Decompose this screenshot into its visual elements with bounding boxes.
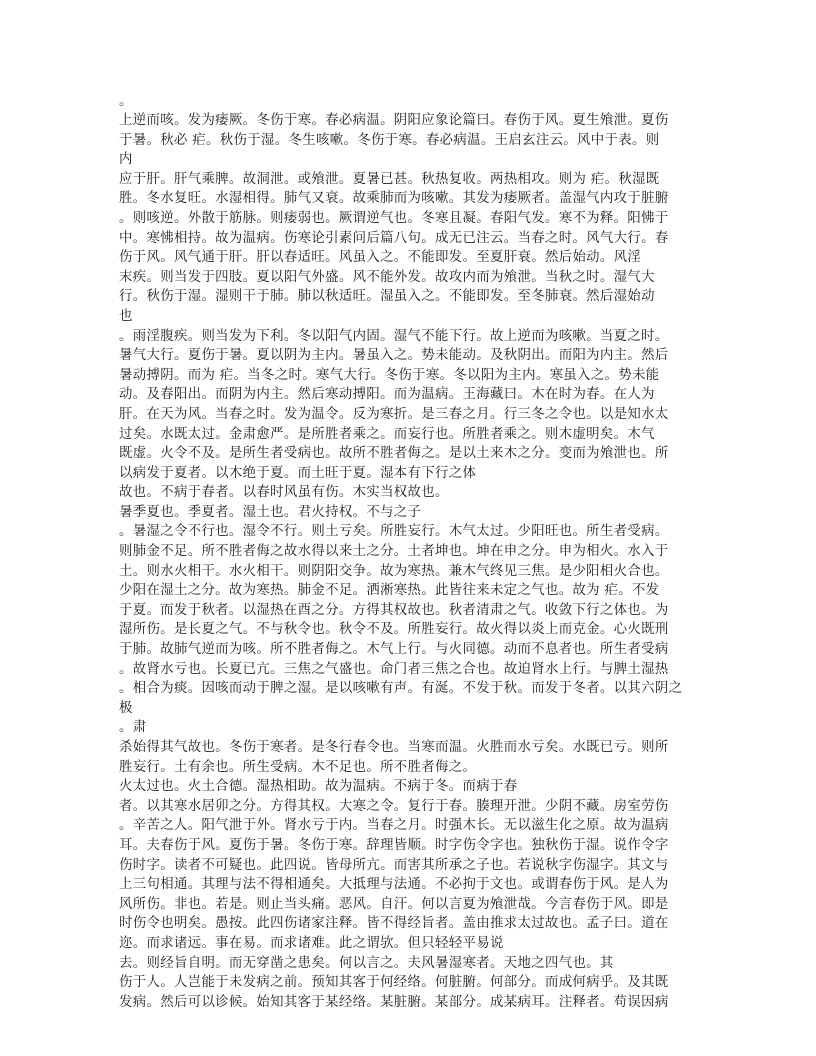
text-line: 。 xyxy=(119,94,133,109)
text-line: 。辛苦之人。阳气泄于外。肾水亏于内。当春之月。时强木长。无以滋生化之原。故为温病 xyxy=(119,818,669,834)
text-line: 火太过也。火土合德。湿热相助。故为温病。不病于冬。而病于春 xyxy=(119,779,518,795)
text-line: 湿所伤。是长夏之气。不与秋令也。秋令不及。所胜妄行。故火得以炎上而克金。心火既刑 xyxy=(119,622,669,638)
text-line: 上逆而咳。发为痿厥。冬伤于寒。春必病温。阴阳应象论篇曰。春伤于风。夏生飧泄。夏伤 xyxy=(119,113,669,128)
text-line: 末疾。则当发于四肢。夏以阳气外盛。风不能外发。故攻内而为飧泄。当秋之时。湿气大 xyxy=(119,269,655,285)
text-line: 动。及春阳出。而阴为内主。然后寒动搏阳。而为温病。王海藏曰。木在时为春。在人为 xyxy=(119,387,655,403)
text-line: 杀始得其气故也。冬伤于寒者。是冬行春令也。当寒而温。火胜而水亏矣。水既已亏。则所 xyxy=(119,740,669,755)
text-line: 去。则经旨自明。而无穿凿之患矣。何以言之。夫风暑湿寒者。天地之四气也。其 xyxy=(119,955,614,971)
text-line: 伤于风。风气通于肝。肝以春适旺。风虽入之。不能即发。至夏肝衰。然后始动。风淫 xyxy=(119,250,642,266)
text-line: 暑季夏也。季夏者。湿土也。君火持权。不与之子 xyxy=(119,504,422,520)
text-line: 。肃 xyxy=(119,720,147,736)
text-line: 以病发于夏者。以木绝于夏。而土旺于夏。湿本有下行之体 xyxy=(119,465,477,481)
text-line: 既虚。火令不及。是所生者受病也。故所不胜者侮之。是以土来木之分。变而为飧泄也。所 xyxy=(119,446,669,462)
text-line: 。故肾水亏也。长夏已亢。三焦之气盛也。命门者三焦之合也。故迫肾水上行。与脾土湿热 xyxy=(119,661,669,677)
text-line: 。暑湿之令不行也。湿令不行。则土亏矣。所胜妄行。木气太过。少阳旺也。所生者受病。 xyxy=(119,524,669,540)
text-line: 。雨淫腹疾。则当发为下利。冬以阳气内固。湿气不能下行。故上逆而为咳嗽。当夏之时。 xyxy=(119,328,669,344)
text-line: 则肺金不足。所不胜者侮之故水得以来土之分。土者坤也。坤在申之分。申为相火。水入于 xyxy=(119,544,669,560)
text-line: 者。以其寒水居卯之分。方得其权。大寒之令。复行于春。腠理开泄。少阴不藏。房室劳伤 xyxy=(119,798,669,814)
text-line: 。相合为痰。因咳而动于脾之湿。是以咳嗽有声。有涎。不发于秋。而发于冬者。以其六阴之 xyxy=(119,681,683,697)
text-line: 迩。而求诸远。事在易。而求诸难。此之谓欤。但只轻轻平易说 xyxy=(119,935,504,951)
text-line: 故也。不病于春者。以春时风虽有伤。木实当权故也。 xyxy=(119,485,449,501)
text-line: 应于肝。肝气乘脾。故洞泄。或飧泄。夏暑已甚。秋热复收。两热相攻。则为 疟。秋湿既 xyxy=(119,171,660,187)
text-line: 于肺。故肺气逆而为咳。所不胜者侮之。木气上行。与火同德。动而不息者也。所生者受病 xyxy=(119,642,669,658)
text-line: 胜妄行。土有余也。所生受病。木不足也。所不胜者侮之。 xyxy=(119,759,477,775)
text-line: 暑动搏阴。而为 疟。当冬之时。寒气大行。冬伤于寒。冬以阳为主内。寒虽入之。势未能 xyxy=(119,367,660,383)
text-line: 极 xyxy=(119,700,133,716)
text-line: 时伤令也明矣。愚按。此四伤诸家注释。皆不得经旨者。盖由推求太过故也。孟子曰。道在 xyxy=(119,916,669,932)
text-line: 于夏。而发于秋者。以湿热在酉之分。方得其权故也。秋者清肃之气。收敛下行之体也。为 xyxy=(119,602,669,618)
text-line: 伤于人。人岂能于未发病之前。预知其客于何经络。何脏腑。何部分。而成何病乎。及其既 xyxy=(119,975,669,991)
document-page xyxy=(119,92,709,1012)
text-line: 肝。在天为风。当春之时。发为温令。反为寒折。是三春之月。行三冬之令也。以是知水太 xyxy=(119,406,669,422)
text-line: 伤时字。读者不可疑也。此四说。皆母所亢。而害其所承之子也。若说秋字伤湿字。其文与 xyxy=(119,857,669,873)
text-line: 胜。冬水复旺。水湿相得。肺气又衰。故乘肺而为咳嗽。其发为痿厥者。盖湿气内攻于脏腑 xyxy=(119,191,669,207)
text-line: 暑气大行。夏伤于暑。夏以阴为主内。暑虽入之。势未能动。及秋阴出。而阳为内主。然后 xyxy=(119,348,669,364)
text-line: 上三句相通。其理与法不得相通矣。大抵理与法通。不必拘于文也。或谓春伤于风。是人为 xyxy=(119,877,669,893)
text-line: 少阳在湿土之分。故为寒热。肺金不足。洒淅寒热。此皆往来未定之气也。故为 疟。不发 xyxy=(119,583,660,599)
text-line: 耳。夫春伤于风。夏伤于暑。冬伤于寒。辞理皆顺。时字伤令字也。独秋伤于湿。说作令字 xyxy=(119,837,669,853)
text-line: 风所伤。非也。若是。则止当头痛。恶风。自汗。何以言夏为飧泄哉。今言春伤于风。即是 xyxy=(119,896,669,912)
text-line: 于暑。秋必 疟。秋伤于湿。冬生咳嗽。冬伤于寒。春必病温。王启玄注云。风中于表。则 xyxy=(119,132,660,148)
text-line: 中。寒怫相持。故为温病。伤寒论引素问后篇八句。成无已注云。当春之时。风气大行。春 xyxy=(119,230,669,246)
text-line: 土。则水火相干。水火相干。则阴阳交争。故为寒热。兼木气终见三焦。是少阳相火合也。 xyxy=(119,563,669,579)
text-line: 。则咳逆。外散于筋脉。则痿弱也。厥谓逆气也。冬寒且凝。春阳气发。寒不为释。阳怫于 xyxy=(119,210,669,226)
text-line: 过矣。水既太过。金肃愈严。是所胜者乘之。而妄行也。所胜者乘之。则木虚明矣。木气 xyxy=(119,426,655,442)
text-line: 也 xyxy=(119,308,133,324)
text-line: 行。秋伤于湿。湿则干于肺。肺以秋适旺。湿虽入之。不能即发。至冬肺衰。然后湿始动 xyxy=(119,289,655,305)
text-line: 内 xyxy=(119,152,133,168)
text-line: 发病。然后可以诊候。始知其客于某经络。某脏腑。某部分。成某病耳。注释者。苟误因病 xyxy=(119,994,669,1010)
